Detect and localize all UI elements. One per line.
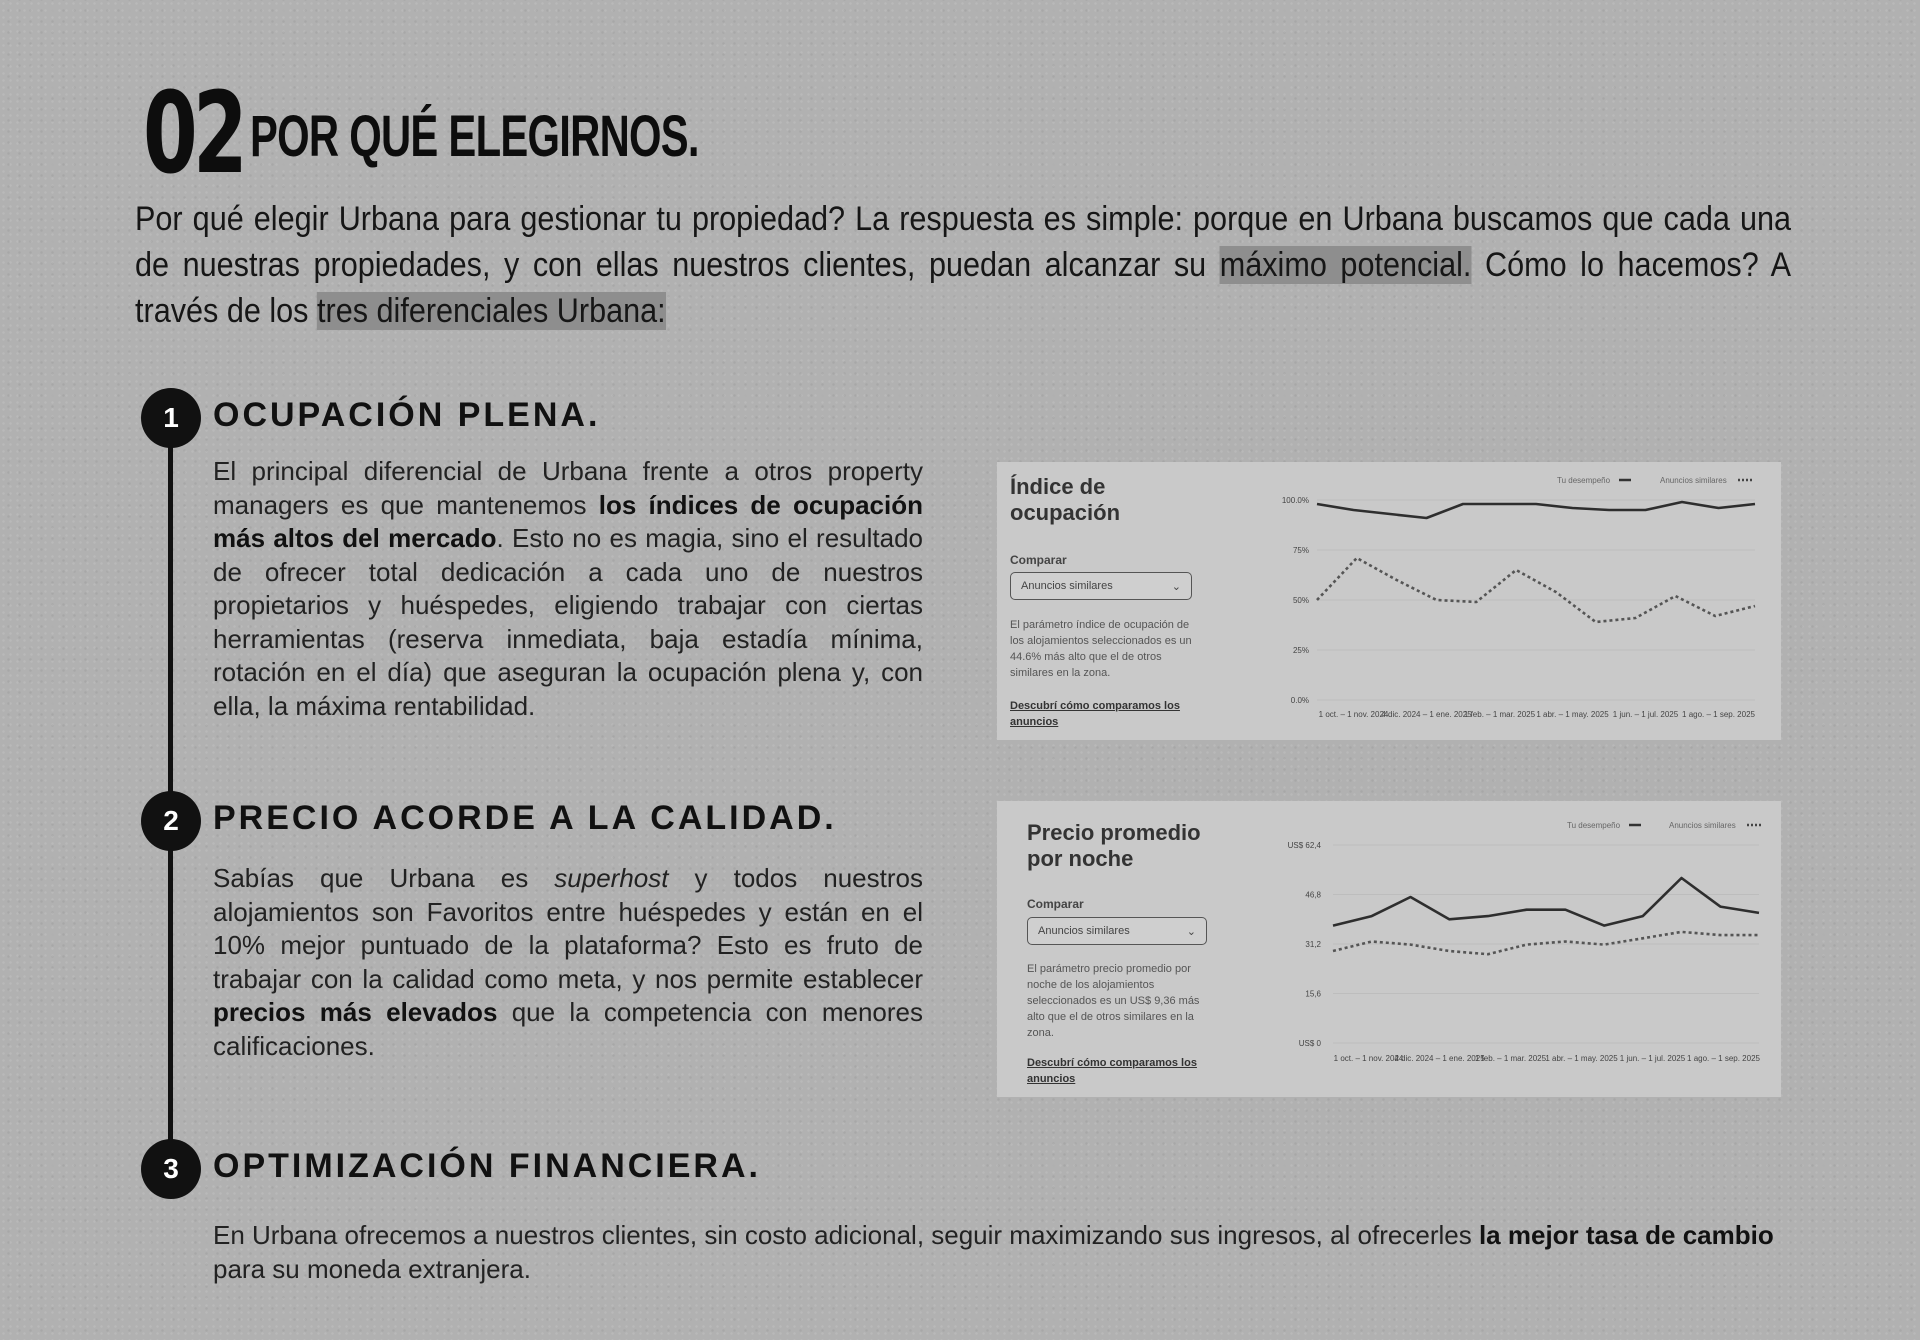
series-line-tu-desempeno (1333, 878, 1759, 926)
section-paragraph-1 (213, 455, 923, 723)
chevron-down-icon: ⌄ (1171, 580, 1181, 593)
y-tick-label: US$ 0 (1298, 1039, 1321, 1048)
y-tick-label: 50% (1292, 596, 1309, 605)
y-tick-label: 15,6 (1305, 989, 1321, 999)
para-text: . Esto no es magia, sino el resultado de ofrecer total dedicación a cada uno de nuestros propietarios y huéspedes, eligiendo trabajar con ciertas herramientas (reserva inmediata, baja estadía mínima, rotación en el día) que aseguran la ocupación plena y, con ella, la máxima rentabilidad. (213, 523, 923, 721)
para-text: Sabías que Urbana es (213, 863, 555, 893)
legend-label: Anuncios similares (1669, 821, 1736, 830)
step-badge-1: 1 (141, 388, 201, 448)
x-tick-label: 1 oct. – 1 nov. 2024 (1318, 710, 1389, 719)
price-chart-card (997, 801, 1781, 1097)
para-text: El principal diferencial de Urbana frente a otros property managers es que mantenemos (213, 456, 923, 520)
para-text: En Urbana ofrecemos a nuestros clientes, sin costo adicional, seguir maximizando sus ingresos, al ofrecerles (213, 1220, 1479, 1250)
y-tick-label: 100.0% (1281, 496, 1309, 505)
x-tick-label: 1 feb. – 1 mar. 2025 (1463, 710, 1536, 719)
y-tick-label: 46,8 (1305, 890, 1321, 900)
compare-label: Comparar (1027, 897, 1084, 911)
step-badge-3: 3 (141, 1139, 201, 1199)
price-chart (997, 801, 1781, 1097)
intro-paragraph (135, 196, 1791, 334)
occupancy-chart (997, 462, 1781, 740)
para-bold: los índices de ocupación más altos del mercado (213, 489, 923, 553)
chart-title: Índice de ocupación (1010, 474, 1121, 525)
compare-link[interactable]: Descubrí cómo comparamos los anuncios (1010, 700, 1180, 728)
x-tick-label: 1 jun. – 1 jul. 2025 (1612, 710, 1679, 719)
legend-label: Tu desempeño (1557, 476, 1611, 485)
compare-link[interactable]: Descubrí cómo comparamos los anuncios (1027, 1057, 1197, 1085)
y-tick-label: 25% (1292, 646, 1309, 655)
para-text: para su moneda extranjera. (213, 1253, 531, 1284)
section-heading-2: PRECIO ACORDE A LA CALIDAD. (213, 799, 837, 837)
occupancy-chart-card (997, 462, 1781, 740)
x-tick-label: 1 abr. – 1 may. 2025 (1545, 1054, 1618, 1063)
chart-note: El parámetro precio promedio por noche de los alojamientos seleccionados es un US$ 9,36 más alto que el de otros similares en la zona. (1027, 963, 1200, 1039)
legend-label: Anuncios similares (1660, 476, 1727, 485)
para-bold: precios más elevados (213, 997, 498, 1027)
section-heading-3: OPTIMIZACIÓN FINANCIERA. (213, 1147, 761, 1185)
para-text: que la competencia con menores calificaciones. (213, 997, 923, 1061)
compare-select-value: Anuncios similares (1038, 925, 1130, 937)
series-line-anuncios-similares (1317, 558, 1755, 622)
section-heading-1: OCUPACIÓN PLENA. (213, 396, 601, 434)
para-bold: la mejor tasa de cambio (1478, 1220, 1774, 1250)
compare-label: Comparar (1010, 553, 1067, 567)
x-tick-label: 1 ago. – 1 sep. 2025 (1687, 1054, 1760, 1063)
step-badge-2: 2 (141, 791, 201, 851)
x-tick-label: 1 abr. – 1 may. 2025 (1536, 710, 1609, 719)
para-text: y todos nuestros alojamientos son Favoritos entre huéspedes y están en el 10% mejor puntuado de la plataforma? Esto es fruto de trabajar con la calidad como meta, y nos permite establecer (213, 863, 923, 994)
intro-highlight-2: tres diferenciales Urbana: (316, 292, 666, 330)
x-tick-label: 1 ago. – 1 sep. 2025 (1682, 710, 1755, 719)
y-tick-label: US$ 62,4 (1287, 841, 1321, 850)
x-tick-label: 1 feb. – 1 mar. 2025 (1474, 1054, 1547, 1063)
x-tick-label: 1 oct. – 1 nov. 2024 (1333, 1054, 1404, 1063)
chevron-down-icon: ⌄ (1186, 925, 1196, 938)
section-paragraph-2 (213, 862, 923, 1063)
section-paragraph-3 (213, 1219, 1783, 1286)
chart-title: Precio promedio por noche (1027, 820, 1201, 871)
intro-highlight-1: máximo potencial. (1219, 246, 1472, 284)
x-tick-label: 4 dic. 2024 – 1 ene. 2025 (1381, 710, 1472, 719)
para-italic: superhost (554, 863, 669, 893)
x-tick-label: 4 dic. 2024 – 1 ene. 2025 (1394, 1054, 1485, 1063)
y-tick-label: 31,2 (1305, 940, 1321, 949)
y-tick-label: 75% (1292, 546, 1309, 555)
chart-note: El parámetro índice de ocupación de los alojamientos seleccionados es un 44.6% más alto que el de otros similares en la zona. (1010, 619, 1192, 679)
x-tick-label: 1 jun. – 1 jul. 2025 (1619, 1054, 1686, 1063)
compare-select-value: Anuncios similares (1021, 580, 1113, 592)
legend-label: Tu desempeño (1567, 821, 1621, 830)
y-tick-label: 0.0% (1290, 696, 1309, 705)
page-title: POR QUÉ ELEGIRNOS. (250, 104, 699, 169)
section-number: 02 (143, 69, 244, 199)
series-line-tu-desempeno (1317, 502, 1755, 518)
series-line-anuncios-similares (1333, 932, 1759, 954)
intro-text-2: Cómo lo hacemos? A través de los (135, 246, 1792, 330)
intro-text-1: Por qué elegir Urbana para gestionar tu propiedad? La respuesta es simple: porque en Urbana buscamos que cada una de nuestras propiedades, y con ellas nuestros clientes, puedan alcanzar su (135, 200, 1791, 284)
